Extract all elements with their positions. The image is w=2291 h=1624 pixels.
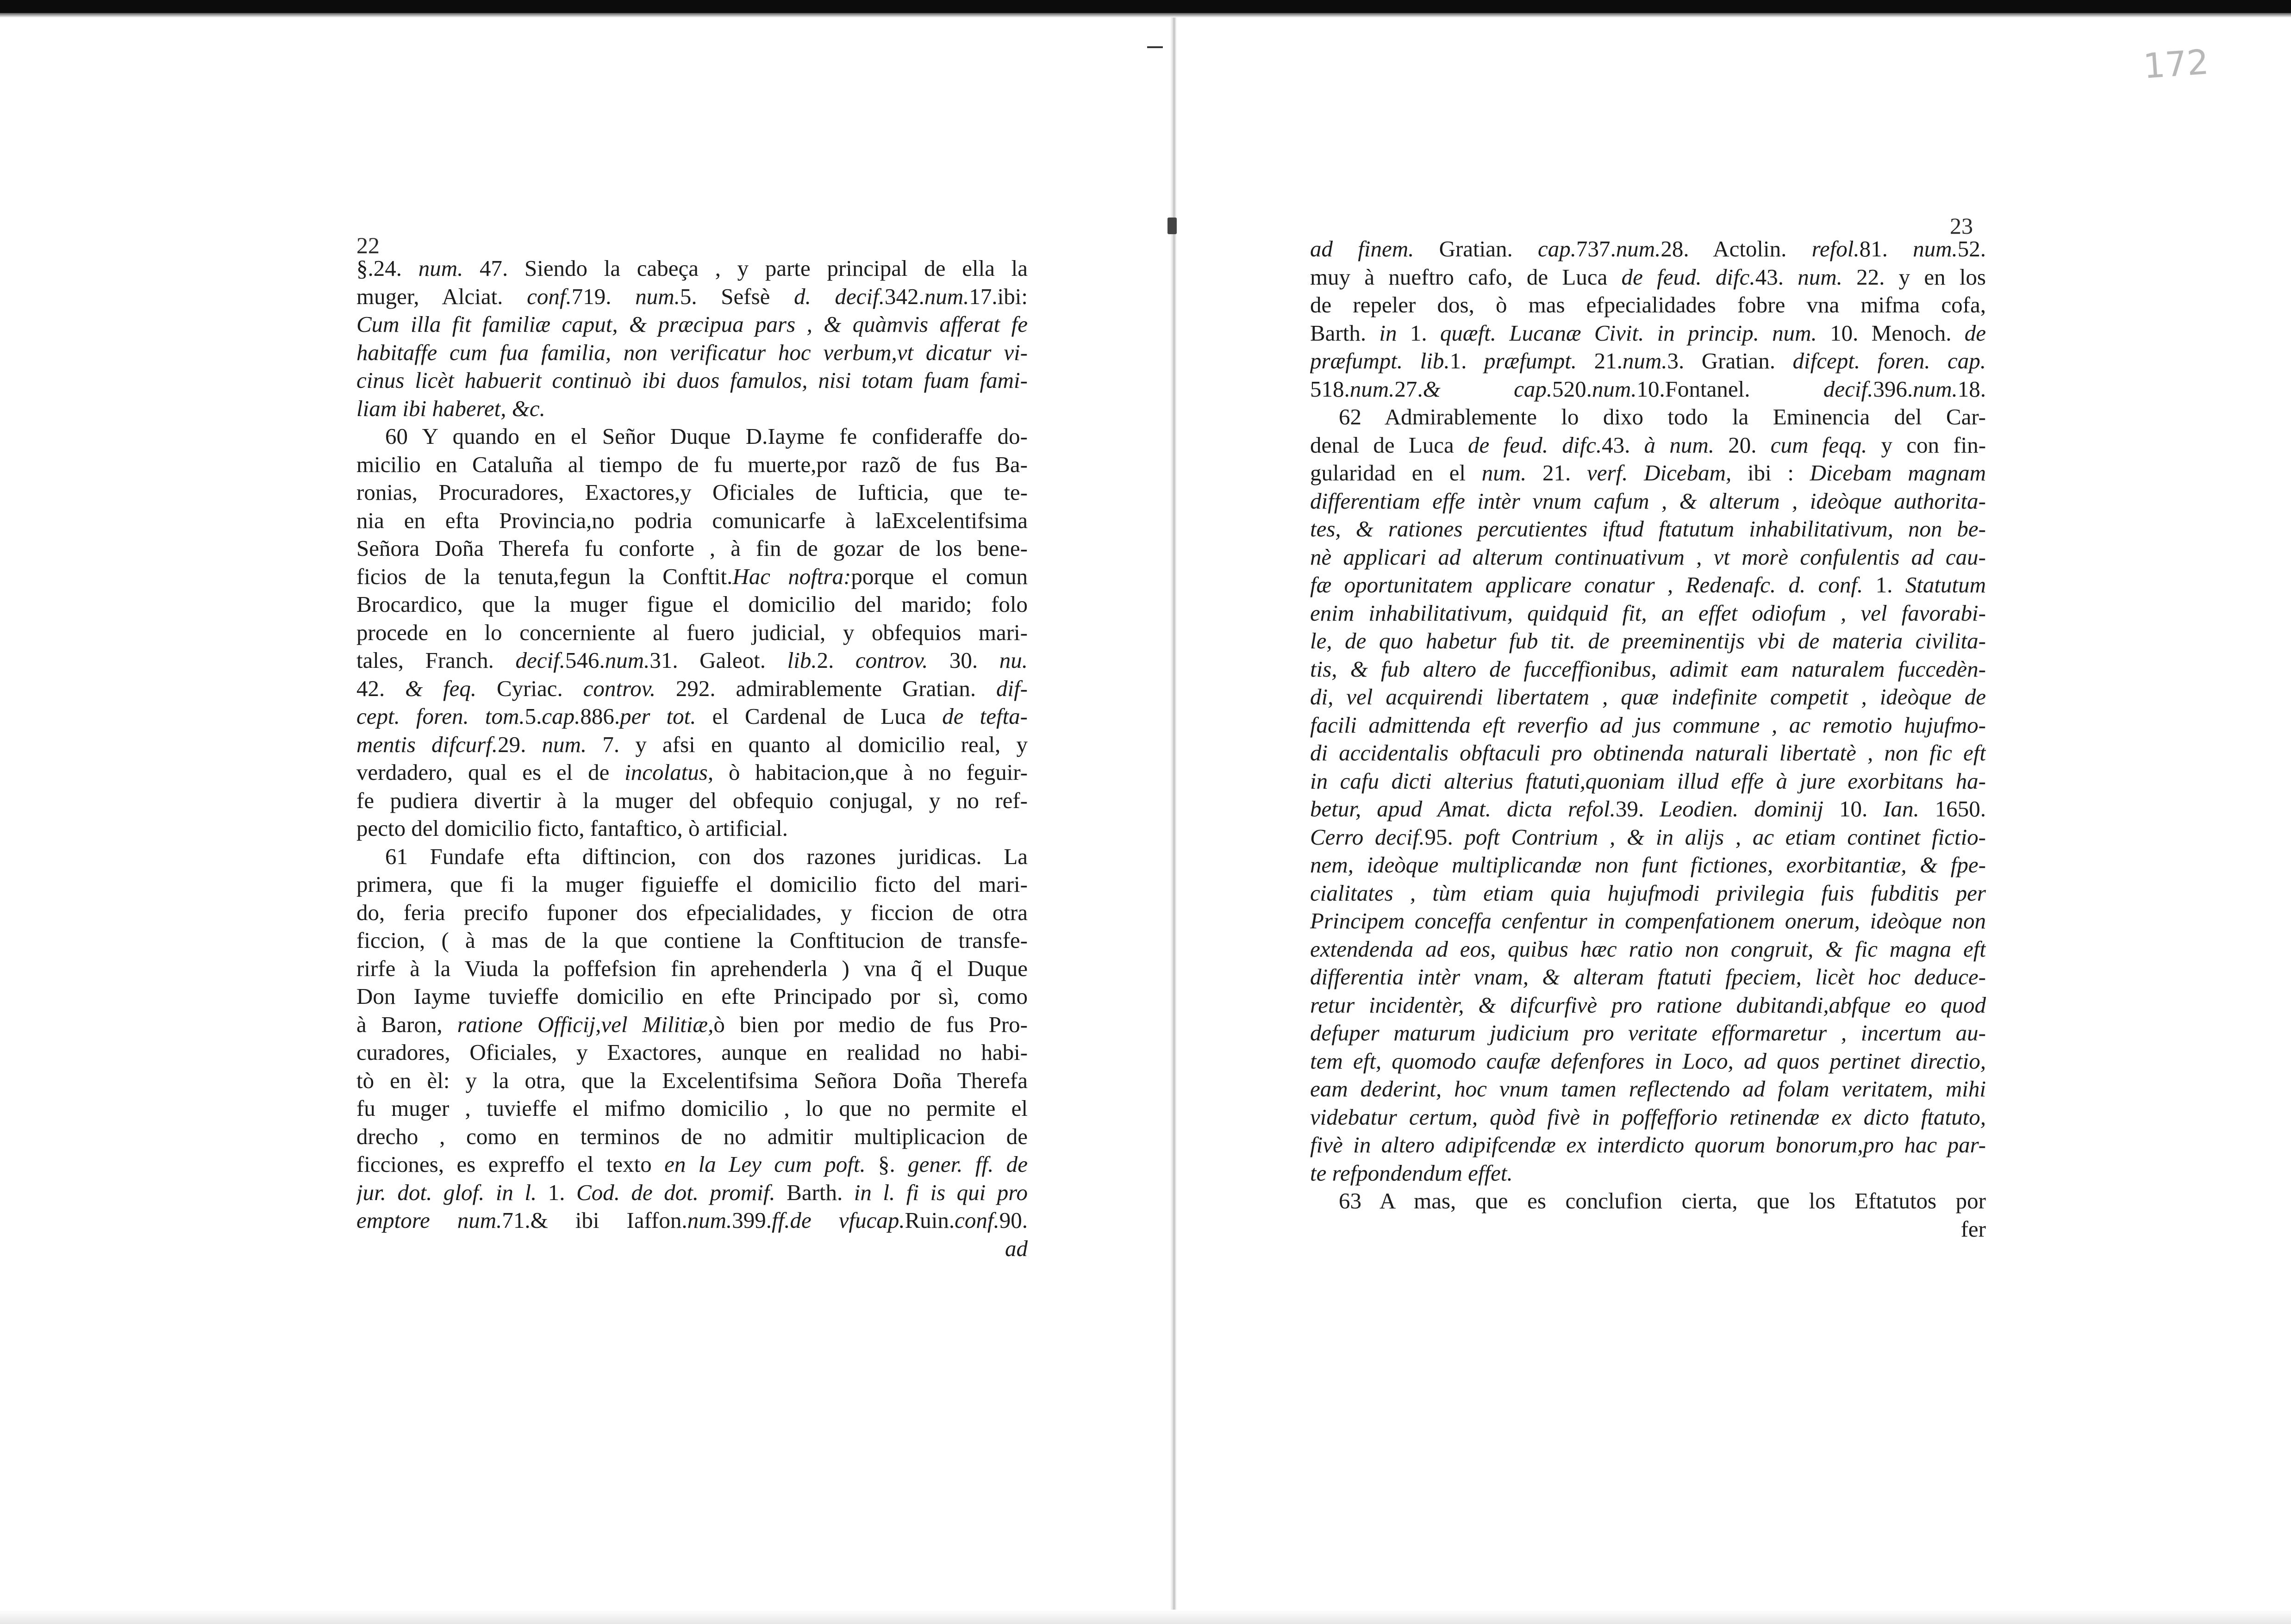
text-line — [1310, 291, 1986, 319]
text-segment: 399. — [732, 1207, 772, 1233]
italic-citation: cum feqq. — [1770, 432, 1867, 458]
text-line — [356, 927, 1028, 955]
text-line — [1310, 263, 1986, 292]
text-segment: do, feria precifo fuponer dos efpecialidades, y ficcion de otra — [356, 899, 1028, 925]
text-segment: de repeler dos, ò mas efpecialidades fobre vna mifma cofa, — [1310, 292, 1986, 317]
italic-citation: Leodien. dominij — [1660, 796, 1823, 821]
text-line — [1310, 403, 1986, 431]
text-segment: 81. — [1859, 236, 1913, 261]
text-segment: §. — [865, 1151, 908, 1177]
text-segment: drecho , como en terminos de no admitir multiplicacion de — [356, 1123, 1028, 1149]
text-segment: 60 Y quando en el Señor Duque D.Iayme fe confideraffe do- — [385, 423, 1028, 449]
text-segment: 5. Sefsè — [680, 283, 794, 309]
italic-citation: à num. — [1644, 432, 1715, 458]
text-line — [1310, 991, 1986, 1020]
text-segment: 42. — [356, 675, 406, 701]
text-segment: 5. — [524, 703, 542, 729]
italic-citation: fæ oportunitatem applicare conatur , Redenafc. d. conf. — [1310, 572, 1863, 597]
text-segment: Brocardico, que la muger figue el domicilio del marido; folo — [356, 591, 1028, 617]
italic-citation: nem, ideòque multiplicandæ non funt fictiones, exorbitantiæ, & fpe- — [1310, 852, 1986, 877]
text-line — [1310, 571, 1986, 599]
italic-citation: extendenda ad eos, quibus hæc ratio non congruit, & fic magna eft — [1310, 936, 1986, 962]
text-segment: 1. — [1863, 572, 1905, 597]
italic-citation: cap. — [1538, 236, 1577, 261]
italic-citation: ff.de vfucap. — [771, 1207, 905, 1233]
text-line — [1310, 963, 1986, 991]
italic-citation: differentiam effe intèr vnum cafum , & alterum , ideòque authorita- — [1310, 488, 1986, 514]
text-line — [1310, 431, 1986, 460]
italic-citation: dif- — [996, 675, 1028, 701]
text-segment: ficciones, es expreffo el texto — [356, 1151, 665, 1177]
text-segment: 28. Actolin. — [1661, 236, 1812, 261]
text-segment: 43. — [1755, 264, 1798, 290]
text-line — [356, 451, 1028, 479]
text-line — [356, 311, 1028, 339]
text-segment: 1. — [1397, 320, 1440, 346]
text-segment: ficios de la tenuta,fegun la Conftit. — [356, 563, 733, 589]
italic-citation: in cafu dicti alterius ftatuti,quoniam illud effe à jure exorbitans ha- — [1310, 768, 1986, 794]
text-segment: 22. y en los — [1842, 264, 1986, 290]
text-segment: 61 Fundafe efta diftincion, con dos razones juridicas. La — [385, 843, 1028, 869]
text-line — [1310, 935, 1986, 964]
italic-citation: Cerro decif. — [1310, 824, 1425, 850]
italic-citation: num. — [687, 1207, 732, 1233]
scanner-edge-shadow — [0, 13, 2291, 18]
text-line — [356, 283, 1028, 311]
italic-citation: & cap. — [1423, 376, 1553, 402]
text-segment: tales, Franch. — [356, 647, 516, 673]
italic-citation: differentia intèr vnam, & alteram ftatuti fpeciem, licèt hoc deduce- — [1310, 964, 1986, 989]
italic-citation: incolatus, — [624, 759, 714, 785]
italic-citation: num. — [605, 647, 650, 673]
text-line — [356, 1011, 1028, 1039]
text-segment: micilio en Cataluña al tiempo de fu muerte,por razõ de fus Ba- — [356, 451, 1028, 477]
text-segment: ficcion, ( à mas de la que contiene la Conftitucion de transfe- — [356, 927, 1028, 953]
italic-citation: le, de quo habetur fub tit. de preeminentijs vbi de materia civilita- — [1310, 628, 1986, 653]
right-page-text — [1310, 235, 1986, 1243]
page-bottom-shadow — [0, 1610, 2291, 1624]
text-segment: 520. — [1552, 376, 1592, 402]
text-line — [1310, 319, 1986, 348]
text-line — [1310, 711, 1986, 740]
italic-citation: fivè in altero adipifcendæ ex interdicto quorum bonorum,pro hac par- — [1310, 1132, 1986, 1157]
italic-citation: enim inhabilitativum, quidquid fit, an effet odiofum , vel favorabi- — [1310, 600, 1986, 626]
text-line — [356, 983, 1028, 1011]
text-segment: 18. — [1957, 376, 1986, 402]
text-segment: à Baron, — [356, 1011, 457, 1037]
text-segment: 1. — [537, 1179, 577, 1205]
text-line — [356, 1039, 1028, 1067]
text-segment: Señora Doña Therefa fu conforte , à fin de gozar de los bene- — [356, 535, 1028, 561]
text-segment: 90. — [999, 1207, 1028, 1233]
text-line — [356, 339, 1028, 367]
italic-citation: Cum illa fit familiæ caput, & præcipua pars , & quàmvis afferat fe — [356, 311, 1028, 337]
italic-citation: poft Contrium , & in alijs , ac etiam continet fictio- — [1464, 824, 1986, 850]
text-line — [1310, 1019, 1986, 1047]
text-segment: 21. — [1526, 460, 1587, 485]
text-line — [1310, 823, 1986, 852]
text-line — [356, 1179, 1028, 1207]
italic-citation: jur. dot. glof. in l. — [356, 1179, 537, 1205]
text-line — [1310, 879, 1986, 908]
italic-citation: nè applicari ad alterum continuativum , vt morè confulentis ad cau- — [1310, 544, 1986, 570]
text-line — [1310, 515, 1986, 543]
text-segment: 3. Gratian. — [1667, 348, 1793, 373]
gutter-thread-mark — [1167, 218, 1177, 234]
text-segment: 518. — [1310, 376, 1350, 402]
italic-citation: liam ibi haberet, &c. — [356, 395, 545, 421]
text-line — [356, 367, 1028, 395]
text-segment: procede en lo concerniente al fuero judicial, y obfequios mari- — [356, 619, 1028, 645]
text-line — [1310, 739, 1986, 767]
text-line — [1310, 1215, 1986, 1244]
italic-citation: cap. — [542, 703, 581, 729]
text-segment: Barth. — [1310, 320, 1380, 346]
text-segment: porque el comun — [851, 563, 1028, 589]
italic-citation: lib. — [787, 647, 817, 673]
text-segment: 396. — [1873, 376, 1913, 402]
text-line — [356, 1151, 1028, 1179]
text-line — [356, 423, 1028, 451]
italic-citation: Principem conceffa cenfentur in compenfationem onerum, ideòque non — [1310, 908, 1986, 933]
italic-citation: num. — [1913, 376, 1958, 402]
text-segment: 10. — [1823, 796, 1884, 821]
text-segment: 737. — [1576, 236, 1616, 261]
text-line — [356, 479, 1028, 507]
italic-citation: num. — [1798, 264, 1842, 290]
italic-citation: num. — [542, 731, 587, 757]
italic-citation: de tefta- — [942, 703, 1028, 729]
italic-citation: difcept. foren. cap. — [1792, 348, 1986, 373]
italic-citation: num. — [418, 255, 463, 281]
italic-citation: verf. Dicebam, — [1586, 460, 1732, 485]
italic-citation: Statutum — [1905, 572, 1986, 597]
text-line — [1310, 683, 1986, 711]
text-segment: 2. — [817, 647, 855, 673]
text-segment: 71.& ibi Iaffon. — [502, 1207, 687, 1233]
text-segment: fer — [1960, 1216, 1986, 1242]
italic-citation: de feud. difc. — [1621, 264, 1755, 290]
italic-citation: habitaffe cum fua familia, non verificatur hoc verbum,vt dicatur vi- — [356, 339, 1028, 365]
italic-citation: Hac noftra: — [732, 563, 851, 589]
text-line — [356, 647, 1028, 675]
italic-citation: num. — [1592, 376, 1637, 402]
text-line — [356, 1067, 1028, 1095]
italic-citation: ratione Officij,vel Militiæ, — [457, 1011, 714, 1037]
text-segment: primera, que fi la muger figuieffe el domicilio ficto del mari- — [356, 871, 1028, 897]
text-line — [1310, 1075, 1986, 1103]
text-line — [356, 535, 1028, 563]
text-line — [356, 591, 1028, 619]
text-line — [1310, 459, 1986, 487]
text-segment: 95. — [1424, 824, 1465, 850]
italic-citation: num. — [635, 283, 680, 309]
text-line — [356, 843, 1028, 871]
italic-citation: tis, & fub altero de fucceffionibus, adimit eam naturalem fuccedèn- — [1310, 656, 1986, 682]
text-segment: 27. — [1394, 376, 1423, 402]
italic-citation: in — [1379, 320, 1397, 346]
italic-citation: tem eft, quomodo caufæ defenfores in Loco, ad quos pertinet directio, — [1310, 1048, 1986, 1074]
text-segment: muger, Alciat. — [356, 283, 527, 309]
text-segment: 886. — [580, 703, 620, 729]
text-line — [1310, 1047, 1986, 1076]
text-line — [356, 619, 1028, 647]
italic-citation: decif. — [1823, 376, 1873, 402]
text-line — [356, 1235, 1028, 1263]
top-margin-mark — [1147, 46, 1163, 48]
italic-citation: eam dederint, hoc vnum tamen reflectendo ad folam veritatem, mihi — [1310, 1076, 1986, 1101]
text-segment: 1650. — [1919, 796, 1986, 821]
text-segment: 62 Admirablemente lo dixo todo la Eminencia del Car- — [1339, 404, 1986, 429]
text-segment: 29. — [498, 731, 542, 757]
text-segment: ibi : — [1731, 460, 1810, 485]
text-segment: ò habitacion,que à no feguir- — [713, 759, 1028, 785]
italic-citation: cinus licèt habuerit continuò ibi duos famulos, nisi totam fuam fami- — [356, 367, 1028, 393]
italic-citation: Cod. de dot. promif. — [576, 1179, 775, 1205]
italic-citation: te refpondendum effet. — [1310, 1160, 1513, 1186]
italic-citation: videbatur certum, quòd fivè in poffefforio retinendæ ex dicto ftatuto, — [1310, 1104, 1986, 1130]
text-line — [356, 815, 1028, 843]
text-line — [1310, 851, 1986, 879]
text-line — [1310, 235, 1986, 263]
italic-citation: & feq. — [405, 675, 477, 701]
italic-citation: tes, & rationes percutientes iftud ftatutum inhabilitativum, non be- — [1310, 516, 1986, 541]
text-segment: fu muger , tuvieffe el mifmo domicilio , lo que no permite el — [356, 1095, 1028, 1121]
text-segment: 10.Fontanel. — [1636, 376, 1823, 402]
italic-citation: num. — [1622, 348, 1667, 373]
text-segment: denal de Luca — [1310, 432, 1468, 458]
text-line — [356, 955, 1028, 983]
text-segment: y con fin- — [1867, 432, 1986, 458]
italic-citation: præfumpt. — [1484, 348, 1577, 373]
italic-citation: num. — [1349, 376, 1395, 402]
text-line — [356, 507, 1028, 535]
italic-citation: num. — [1481, 460, 1527, 485]
italic-citation: emptore num. — [356, 1207, 502, 1233]
text-line — [356, 899, 1028, 927]
text-line — [356, 1095, 1028, 1123]
italic-citation: Dicebam magnam — [1810, 460, 1986, 485]
text-segment: 21. — [1577, 348, 1623, 373]
text-segment: Barth. — [775, 1179, 854, 1205]
text-segment: Ruin. — [905, 1207, 955, 1233]
text-segment: Gratian. — [1414, 236, 1538, 261]
italic-citation: refol. — [1811, 236, 1860, 261]
text-line — [356, 255, 1028, 283]
text-segment: el Cardenal de Luca — [696, 703, 943, 729]
text-line — [1310, 599, 1986, 628]
text-segment: 546. — [565, 647, 605, 673]
text-line — [1310, 1159, 1986, 1188]
text-segment: 1. — [1449, 348, 1484, 373]
italic-citation: præfumpt. lib. — [1310, 348, 1450, 373]
text-segment: 20. — [1714, 432, 1771, 458]
text-line — [1310, 795, 1986, 823]
text-line — [356, 759, 1028, 787]
book-gutter — [1170, 18, 1177, 1610]
text-segment: gularidad en el — [1310, 460, 1482, 485]
italic-citation: num. — [1616, 236, 1661, 261]
text-line — [1310, 1131, 1986, 1159]
text-segment: 47. Siendo la cabeça , y parte principal de ella la — [463, 255, 1028, 281]
italic-citation: de feud. difc. — [1468, 432, 1602, 458]
italic-citation: facili admittenda eft reverfio ad jus commune , ac remotio hujufmo- — [1310, 712, 1986, 738]
italic-citation: ad finem. — [1310, 236, 1414, 261]
italic-citation: mentis difcurf. — [356, 731, 498, 757]
italic-citation: gener. ff. de — [908, 1151, 1028, 1177]
text-segment: 63 A mas, que es conclufion cierta, que los Eftatutos por — [1339, 1188, 1986, 1213]
text-line — [356, 675, 1028, 703]
text-segment: verdadero, qual es el de — [356, 759, 625, 785]
text-segment: Don Iayme tuvieffe domicilio en efte Principado por sì, como — [356, 983, 1028, 1009]
text-segment: Cyriac. — [476, 675, 583, 701]
italic-citation: num. — [1913, 236, 1958, 261]
text-segment: 7. y afsi en quanto al domicilio real, y — [587, 731, 1028, 757]
scanner-top-edge — [0, 0, 2291, 13]
italic-citation: defuper maturum judicium pro veritate efformaretur , incertum au- — [1310, 1020, 1986, 1045]
text-segment: tò en èl: y la otra, que la Excelentifsima Señora Doña Therefa — [356, 1067, 1028, 1093]
italic-citation: decif. — [515, 647, 565, 673]
text-line — [356, 1123, 1028, 1151]
text-line — [1310, 1103, 1986, 1132]
italic-citation: Ian. — [1883, 796, 1919, 821]
text-line — [1310, 375, 1986, 404]
text-line — [1310, 767, 1986, 796]
right-page-number: 23 — [1950, 213, 1973, 239]
text-segment: §.24. — [356, 255, 418, 281]
italic-citation: ad — [1005, 1235, 1028, 1261]
text-line — [356, 703, 1028, 731]
italic-citation: per tot. — [620, 703, 696, 729]
text-segment: ò bien por medio de fus Pro- — [713, 1011, 1028, 1037]
italic-citation: di, vel acquirendi libertatem , quæ indefinite competit , ideòque de — [1310, 684, 1986, 709]
text-line — [1310, 1187, 1986, 1215]
text-segment: fe pudiera divertir à la muger del obfequio conjugal, y no ref- — [356, 787, 1028, 813]
italic-citation: de — [1964, 320, 1986, 346]
italic-citation: in l. fi is qui pro — [854, 1179, 1028, 1205]
pencil-folio-number: 172 — [2142, 42, 2210, 87]
italic-citation: cept. foren. tom. — [356, 703, 525, 729]
text-segment: 10. Menoch. — [1817, 320, 1965, 346]
text-line — [356, 563, 1028, 591]
text-segment: rirfe à la Viuda la poffefsion fin aprehenderla ) vna q̃ el Duque — [356, 955, 1028, 981]
text-segment: 292. admirablemente Gratian. — [655, 675, 996, 701]
italic-citation: quæft. Lucanæ Civit. in princip. num. — [1440, 320, 1817, 346]
italic-citation: num. — [924, 283, 969, 309]
left-page-number: 22 — [356, 232, 380, 258]
text-line — [1310, 907, 1986, 935]
text-line — [1310, 655, 1986, 684]
text-line — [356, 731, 1028, 759]
text-line — [356, 787, 1028, 815]
italic-citation: conf. — [955, 1207, 999, 1233]
italic-citation: retur incidentèr, & difcurfivè pro ratione dubitandi,abfque eo quod — [1310, 992, 1986, 1018]
text-segment: 52. — [1957, 236, 1986, 261]
text-segment: muy à nueftro cafo, de Luca — [1310, 264, 1622, 290]
text-segment: 31. Galeot. — [649, 647, 787, 673]
text-segment: 342. — [885, 283, 924, 309]
text-segment: 719. — [571, 283, 636, 309]
text-segment: nia en efta Provincia,no podria comunicarfe à laExcelentifsima — [356, 507, 1028, 533]
text-line — [356, 395, 1028, 423]
text-segment: ronias, Procuradores, Exactores,y Oficiales de Iufticia, que te- — [356, 479, 1028, 505]
italic-citation: nu. — [999, 647, 1028, 673]
italic-citation: d. decif. — [794, 283, 885, 309]
text-segment: 43. — [1602, 432, 1644, 458]
text-segment: 30. — [928, 647, 999, 673]
left-page-text — [356, 255, 1028, 1263]
italic-citation: en la Ley cum poft. — [664, 1151, 866, 1177]
text-line — [356, 1207, 1028, 1235]
text-line — [356, 871, 1028, 899]
italic-citation: di accidentalis obftaculi pro obtinenda naturali libertatè , non fic eft — [1310, 740, 1986, 765]
text-line — [1310, 487, 1986, 516]
italic-citation: controv. — [855, 647, 928, 673]
italic-citation: betur, apud Amat. dicta refol. — [1310, 796, 1616, 821]
italic-citation: conf. — [527, 283, 572, 309]
text-segment: 17.ibi: — [969, 283, 1028, 309]
text-segment: pecto del domicilio ficto, fantaftico, ò artificial. — [356, 815, 788, 841]
text-line — [1310, 347, 1986, 375]
italic-citation: cialitates , tùm etiam quia hujufmodi privilegia fuis fubditis per — [1310, 880, 1986, 906]
text-segment: curadores, Oficiales, y Exactores, aunque en realidad no habi- — [356, 1039, 1028, 1065]
text-segment: 39. — [1615, 796, 1660, 821]
text-line — [1310, 627, 1986, 655]
italic-citation: controv. — [583, 675, 656, 701]
text-line — [1310, 543, 1986, 572]
